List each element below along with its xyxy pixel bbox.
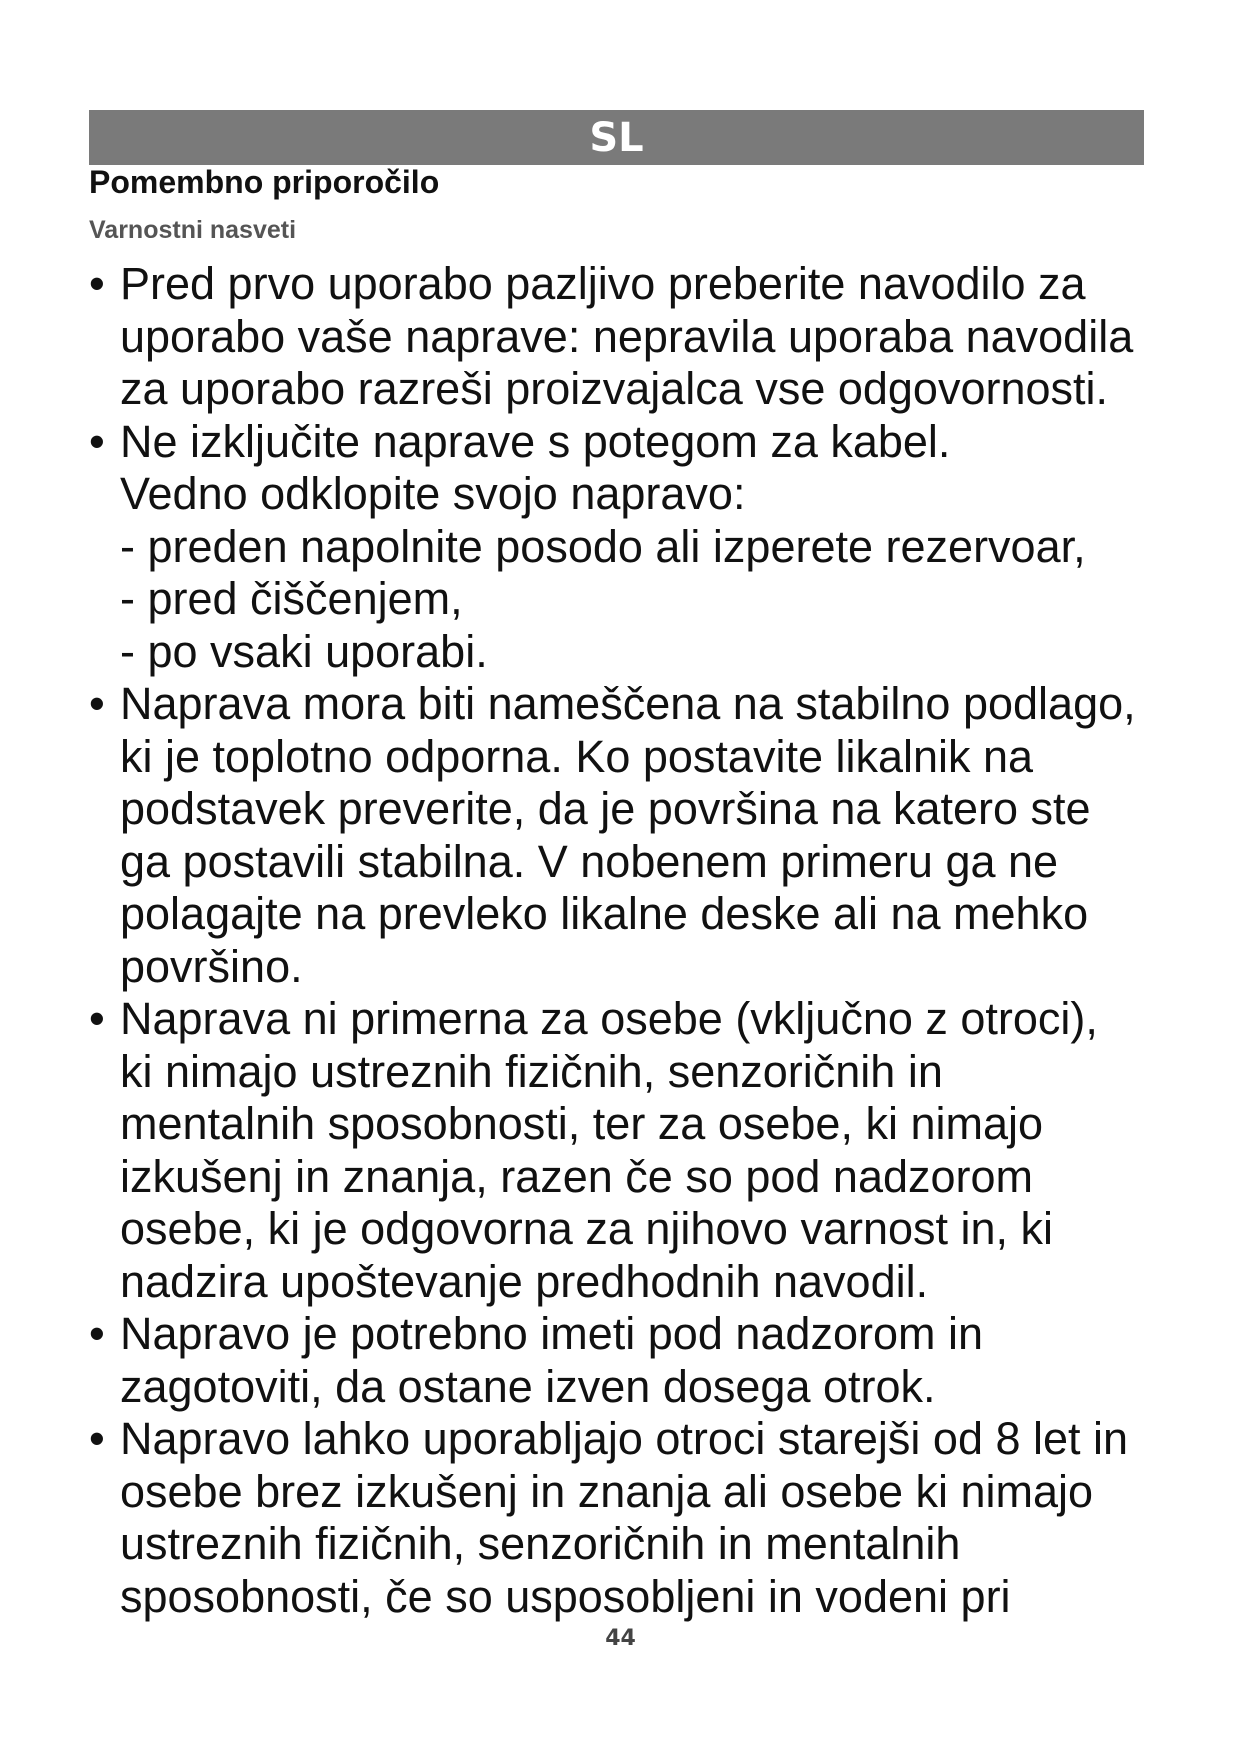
bullet-icon: • — [89, 258, 105, 309]
text-line: polagajte na prevleko likalne deske ali na mehko — [120, 888, 1089, 939]
text-line: - pred čiščenjem, — [120, 573, 463, 624]
text-line: za uporabo razreši proizvajalca vse odgovornosti. — [120, 363, 1109, 414]
text-line: ustreznih fizičnih, senzoričnih in mentalnih — [120, 1518, 961, 1569]
list-item — [89, 1413, 1179, 1623]
language-header-bar — [89, 110, 1144, 165]
text-line: zagotoviti, da ostane izven dosega otrok. — [120, 1360, 936, 1412]
text-line: osebe brez izkušenj in znanja ali osebe ki nimajo — [120, 1465, 1094, 1517]
text-line: mentalnih sposobnosti, ter za osebe, ki nimajo — [120, 1098, 1044, 1149]
text-line: uporabo vaše naprave: nepravila uporaba navodila — [120, 310, 1134, 362]
language-code: SL — [589, 114, 644, 161]
text-line: Naprava mora biti nameščena na stabilno podlago, — [120, 678, 1136, 729]
text-line: podstavek preverite, da je površina na katero ste — [120, 783, 1091, 834]
list-item — [89, 678, 1179, 993]
page-number: 44 — [605, 1626, 636, 1651]
text-line: Vedno odklopite svojo napravo: — [120, 468, 746, 519]
text-line: Pred prvo uporabo pazljivo preberite navodilo za — [120, 258, 1086, 309]
text-line: ki nimajo ustreznih fizičnih, senzoričnih in — [120, 1045, 943, 1097]
bullet-icon: • — [89, 1308, 105, 1359]
text-line: Naprava ni primerna za osebe (vključno z otroci), — [120, 993, 1098, 1044]
text-line: - po vsaki uporabi. — [120, 625, 488, 677]
bullet-icon: • — [89, 415, 105, 467]
text-line: Napravo lahko uporabljajo otroci starejši od 8 let in — [120, 1413, 1129, 1464]
bullet-icon: • — [89, 993, 105, 1044]
text-line: ki je toplotno odporna. Ko postavite likalnik na — [120, 730, 1034, 782]
section-heading: Pomembno priporočilo — [89, 164, 440, 200]
text-line: površino. — [120, 940, 303, 992]
text-line: izkušenj in znanja, razen če so pod nadzorom — [120, 1150, 1034, 1202]
text-line: ga postavili stabilna. V nobenem primeru ga ne — [120, 835, 1059, 887]
bullet-icon: • — [89, 1413, 105, 1464]
list-item — [89, 1308, 1179, 1413]
safety-instructions-list — [89, 258, 1179, 1623]
text-line: nadzira upoštevanje predhodnih navodil. — [120, 1255, 929, 1307]
list-item — [89, 416, 1179, 679]
text-line: Napravo je potrebno imeti pod nadzorom in — [120, 1308, 983, 1359]
text-line: osebe, ki je odgovorna za njihovo varnost in, ki — [120, 1203, 1054, 1254]
section-subheading: Varnostni nasveti — [89, 216, 297, 244]
text-line: - preden napolnite posodo ali izperete rezervoar, — [120, 520, 1086, 572]
list-item — [89, 993, 1179, 1308]
text-line: Ne izključite naprave s potegom za kabel. — [120, 415, 951, 467]
text-line: sposobnosti, če so usposobljeni in vodeni pri — [120, 1570, 1011, 1622]
bullet-icon: • — [89, 678, 105, 729]
list-item — [89, 258, 1179, 416]
